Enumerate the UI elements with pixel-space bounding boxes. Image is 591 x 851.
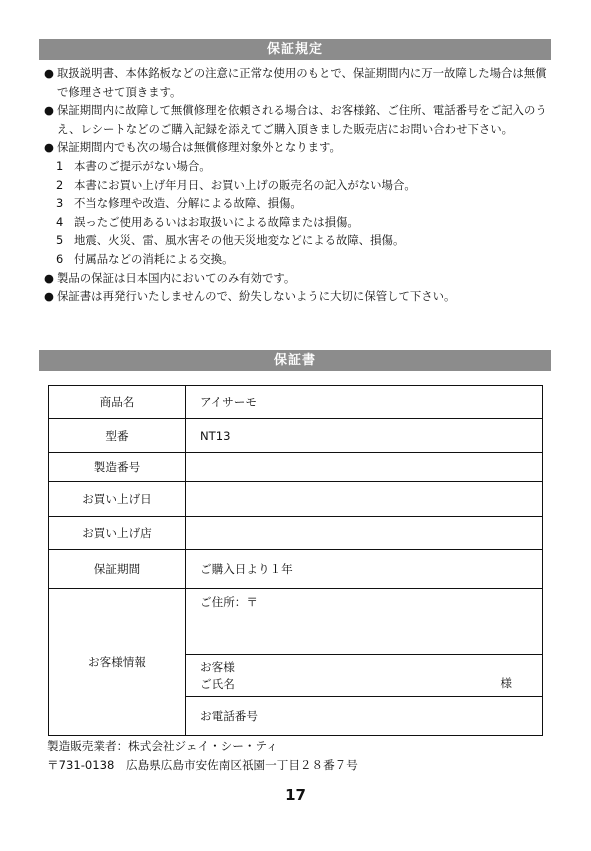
bullet-icon: ● [44, 289, 54, 304]
purchase-date-label: お買い上げ日 [49, 482, 186, 517]
exclusion-item [44, 194, 552, 213]
model-value: NT13 [186, 419, 543, 453]
table-row [49, 386, 543, 419]
warranty-period-label: 保証期間 [49, 550, 186, 589]
table-row [49, 550, 543, 589]
table-row [49, 453, 543, 482]
warranty-terms [44, 64, 552, 306]
terms-bullet [44, 101, 552, 138]
exclusion-text: 誤ったご使用あるいはお取扱いによる故障または損傷。 [74, 214, 359, 229]
page-number: 17 [285, 786, 306, 804]
exclusion-text: 本書のご提示がない場合。 [74, 158, 211, 173]
customer-info-label: お客様情報 [49, 589, 186, 736]
product-name-value: アイサーモ [186, 386, 543, 419]
address-label: ご住所：〒 [200, 595, 258, 609]
warranty-terms-header: 保証規定 [39, 39, 551, 60]
customer-name-label-line2: ご氏名 [200, 676, 235, 691]
terms-bullet [44, 64, 552, 101]
honorific-suffix: 様 [500, 676, 512, 690]
exclusion-item [44, 213, 552, 232]
serial-number-label: 製造番号 [49, 453, 186, 482]
model-label: 型番 [49, 419, 186, 453]
purchase-store-field[interactable] [186, 517, 543, 550]
exclusion-number: 5 [56, 233, 64, 248]
bullet-icon: ● [44, 103, 54, 118]
terms-bullet [44, 138, 552, 157]
terms-bullet-text: 製品の保証は日本国内においてのみ有効です。 [57, 270, 296, 285]
phone-field[interactable] [186, 697, 543, 736]
terms-bullet-text: 取扱説明書、本体銘板などの注意に正常な使用のもとで、保証期間内に万一故障した場合は無償で修理させて頂きます。 [57, 66, 547, 99]
exclusion-text: 付属品などの消耗による交換。 [74, 251, 234, 266]
exclusion-item [44, 250, 552, 269]
phone-label: お電話番号 [200, 709, 258, 723]
exclusion-number: 4 [56, 214, 64, 229]
serial-number-field[interactable] [186, 453, 543, 482]
manufacturer-name: 製造販売業者：株式会社ジェイ・シー・ティ [47, 739, 278, 753]
manufacturer-address: 〒731-0138 広島県広島市安佐南区祇園一丁目２８番７号 [47, 758, 358, 772]
exclusion-number: 1 [56, 158, 64, 173]
exclusion-item [44, 176, 552, 195]
exclusion-number: 2 [56, 177, 64, 192]
table-row [49, 482, 543, 517]
warranty-period-value: ご購入日より１年 [186, 550, 543, 589]
exclusion-number: 6 [56, 251, 64, 266]
terms-bullet [44, 269, 552, 288]
customer-name-label-line1: お客様 [200, 659, 235, 674]
terms-bullet-text: 保証書は再発行いたしませんので、紛失しないように大切に保管して下さい。 [57, 289, 456, 304]
purchase-date-field[interactable] [186, 482, 543, 517]
exclusion-item [44, 231, 552, 250]
bullet-icon: ● [44, 270, 54, 285]
table-row [49, 589, 543, 655]
bullet-icon: ● [44, 140, 54, 155]
exclusion-text: 本書にお買い上げ年月日、お買い上げの販売名の記入がない場合。 [74, 177, 416, 192]
table-row [49, 517, 543, 550]
manufacturer-info [47, 737, 358, 775]
exclusion-text: 地震、火災、雷、風水害その他天災地変などによる故障、損傷。 [74, 233, 405, 248]
terms-bullet-text: 保証期間内でも次の場合は無償修理対象外となります。 [57, 140, 341, 155]
exclusion-number: 3 [56, 196, 64, 211]
terms-bullet [44, 287, 552, 306]
purchase-store-label: お買い上げ店 [49, 517, 186, 550]
customer-name-field[interactable] [186, 655, 543, 697]
bullet-icon: ● [44, 66, 54, 80]
address-field[interactable] [186, 589, 543, 655]
warranty-card-table [48, 385, 543, 736]
exclusion-item [44, 157, 552, 176]
product-name-label: 商品名 [49, 386, 186, 419]
terms-bullet-text: 保証期間内に故障して無償修理を依頼される場合は、お客様銘、ご住所、電話番号をご記入のうえ、レシートなどのご購入記録を添えてご購入頂きました販売店にお問い合わせ下さい。 [57, 103, 547, 136]
exclusion-text: 不当な修理や改造、分解による故障、損傷。 [74, 196, 302, 211]
table-row [49, 419, 543, 453]
warranty-card-header: 保証書 [39, 350, 551, 371]
